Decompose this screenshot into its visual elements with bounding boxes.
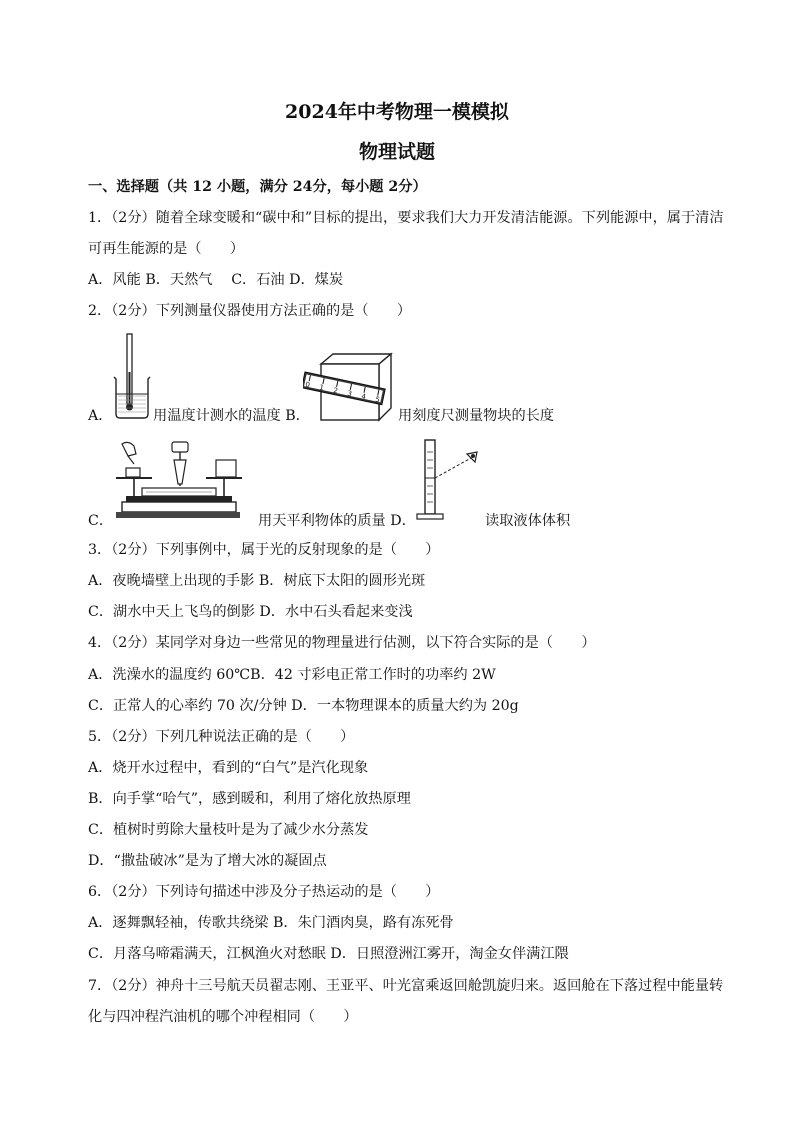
- q4-options-ab: A．洗澡水的温度约 60℃B．42 寸彩电正常工作时的功率约 2W: [88, 667, 496, 683]
- ruler-block-figure: [303, 350, 395, 425]
- q2-option-b-text: 用刻度尺测量物块的长度: [398, 408, 555, 424]
- q3-options-cd: C．湖水中天上飞鸟的倒影 D．水中石头看起来变浅: [88, 604, 413, 620]
- q1-stem-line2: 可再生能源的是（ ）: [88, 241, 245, 257]
- q6-options-cd: C．月落乌啼霜满天，江枫渔火对愁眠 D．日照澄洲江雾开，淘金女伴满江隈: [88, 946, 569, 962]
- graduated-cylinder-figure: [415, 438, 483, 522]
- q5-option-b: B．向手掌“哈气”，感到暖和，利用了熔化放热原理: [88, 791, 411, 807]
- ruler-marks: 0 1 2 3 4 5: [304, 380, 381, 405]
- q2-option-c-letter: C．: [88, 513, 114, 529]
- q6-stem: 6．（2分）下列诗句描述中涉及分子热运动的是（ ）: [88, 884, 440, 900]
- q2-option-a-letter: A．: [88, 408, 113, 424]
- q1-options: A．风能 B．天然气 C．石油 D．煤炭: [88, 272, 344, 288]
- q2-option-d-text: 读取液体体积: [485, 513, 571, 529]
- exam-title: 2024年中考物理一模模拟: [285, 101, 509, 123]
- q3-options-ab: A．夜晚墙壁上出现的手影 B．树底下太阳的圆形光斑: [88, 573, 426, 589]
- q6-options-ab: A．逐舞飘轻袖，传歌共绕梁 B．朱门酒肉臭，路有冻死骨: [88, 915, 454, 931]
- thermometer-beaker-figure: [110, 332, 158, 422]
- section-heading: 一、选择题（共 12 小题，满分 24分，每小题 2分）: [88, 179, 427, 195]
- q7-stem-line1: 7．（2分）神舟十三号航天员翟志刚、王亚平、叶光富乘返回舱凯旋归来。返回舱在下落过程中能量转: [88, 978, 724, 994]
- exam-subtitle: 物理试题: [358, 141, 435, 163]
- q5-stem: 5．（2分）下列几种说法正确的是（ ）: [88, 729, 355, 745]
- q5-option-d: D．“撒盐破冰”是为了增大冰的凝固点: [88, 853, 327, 869]
- q2-option-a-text: 用温度计测水的温度 B．: [153, 408, 310, 424]
- q3-stem: 3．（2分）下列事例中，属于光的反射现象的是（ ）: [88, 542, 440, 558]
- q4-stem: 4．（2分）某同学对身边一些常见的物理量进行估测，以下符合实际的是（ ）: [88, 635, 596, 651]
- q5-option-a: A．烧开水过程中，看到的“白气”是汽化现象: [88, 760, 369, 776]
- q5-option-c: C．植树时剪除大量枝叶是为了减少水分蒸发: [88, 822, 369, 838]
- q2-option-c-text: 用天平利物体的质量 D．: [258, 513, 416, 529]
- q7-stem-line2: 化与四冲程汽油机的哪个冲程相同（ ）: [88, 1009, 358, 1025]
- q2-stem: 2．（2分）下列测量仪器使用方法正确的是（ ）: [88, 303, 412, 319]
- q4-options-cd: C．正常人的心率约 70 次/分钟 D．一本物理课本的质量大约为 20g: [88, 698, 519, 714]
- q1-stem-line1: 1．（2分）随着全球变暖和“碳中和”目标的提出，要求我们大力开发清洁能源。下列能源中，属于清洁: [88, 210, 724, 226]
- balance-scale-figure: [112, 438, 244, 522]
